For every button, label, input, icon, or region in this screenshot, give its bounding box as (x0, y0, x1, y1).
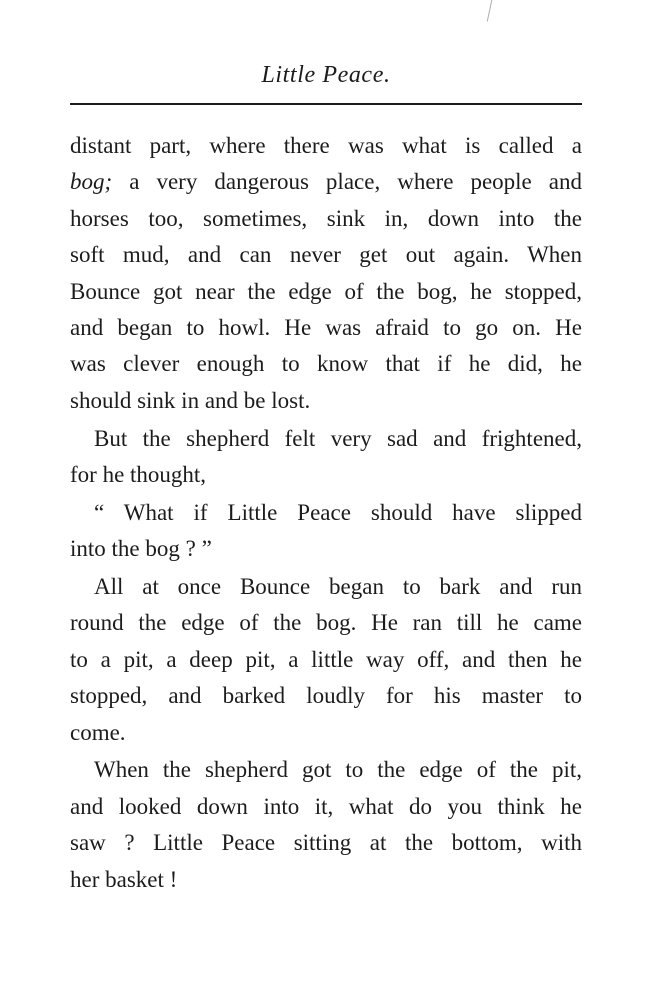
text-line: round the edge of the bog. He ran till he came (70, 610, 582, 636)
header-rule (70, 103, 582, 105)
paragraph-5 (70, 752, 582, 898)
text-line: and looked down into it, what do you think he (70, 793, 582, 819)
italic-word: bog; (70, 169, 113, 195)
body-text (70, 128, 582, 898)
text-line: soft mud, and can never get out again. When (70, 242, 582, 268)
text-line: come. (70, 719, 126, 745)
running-head: Little Peace. (261, 62, 391, 88)
text-line: and began to howl. He was afraid to go on. He (70, 315, 582, 341)
text-line: “ What if Little Peace should have slipped (94, 499, 582, 525)
text-line: her basket ! (70, 866, 178, 892)
paragraph-1 (70, 128, 582, 419)
text-fragment: a very dangerous place, where people and (129, 169, 583, 195)
text-line (70, 164, 582, 200)
text-line: should sink in and be lost. (70, 387, 311, 413)
text-line: for he thought, (70, 462, 207, 488)
text-line: was clever enough to know that if he did, he (70, 351, 582, 377)
text-line: When the shepherd got to the edge of the pit, (94, 757, 582, 783)
paragraph-3 (70, 495, 582, 568)
margin-mark (487, 0, 495, 22)
text-line: horses too, sometimes, sink in, down into the (70, 205, 582, 231)
paragraph-4 (70, 569, 582, 751)
text-line: But the shepherd felt very sad and frightened, (94, 425, 582, 451)
text-line: to a pit, a deep pit, a little way off, and then he (70, 646, 582, 672)
text-line: into the bog ? ” (70, 536, 212, 562)
text-line: stopped, and barked loudly for his master to (70, 683, 582, 709)
paragraph-2 (70, 421, 582, 494)
text-line: saw ? Little Peace sitting at the bottom, with (70, 830, 582, 856)
text-line: Bounce got near the edge of the bog, he stopped, (70, 278, 582, 304)
text-line: distant part, where there was what is called a (70, 133, 582, 158)
text-line: All at once Bounce began to bark and run (94, 574, 582, 600)
